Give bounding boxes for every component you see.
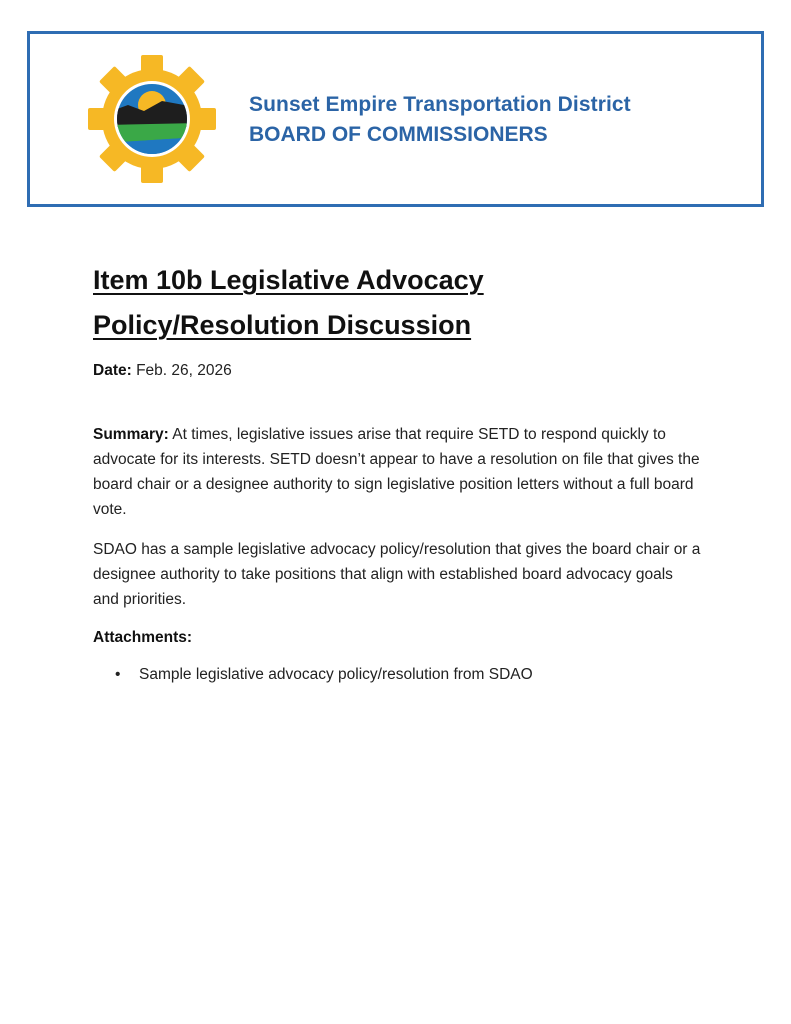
summary-label: Summary:: [93, 426, 169, 443]
document-title: [93, 258, 484, 348]
sdao-paragraph: SDAO has a sample legislative advocacy policy/resolution that gives the board chair or a designee authority to take positions that align with established board advocacy goals and priorities.: [93, 541, 701, 608]
date-value: Feb. 26, 2026: [131, 362, 232, 379]
attachment-item: • Sample legislative advocacy policy/resolution from SDAO: [115, 662, 533, 687]
org-name: Sunset Empire Transportation District: [249, 93, 631, 116]
title-line-2: Policy/Resolution Discussion: [93, 310, 472, 340]
district-logo-gear-icon: [86, 53, 218, 185]
attachments-label: Attachments:: [93, 629, 193, 646]
title-line-1: Item 10b Legislative Advocacy: [93, 265, 484, 295]
board-name: BOARD OF COMMISSIONERS: [249, 123, 548, 146]
org-title-block: [249, 90, 631, 150]
summary-paragraph: [93, 422, 703, 522]
summary-text: At times, legislative issues arise that require SETD to respond quickly to advocate for its interests. SETD doesn’t appear to have a resolution on file that gives the board chair or a designee authority to sign legislative position letters without a full board vote.: [93, 426, 700, 518]
attachments-list: [115, 662, 533, 687]
header-banner: [27, 31, 764, 207]
date-label: Date:: [93, 362, 132, 379]
date-line: [93, 358, 703, 383]
